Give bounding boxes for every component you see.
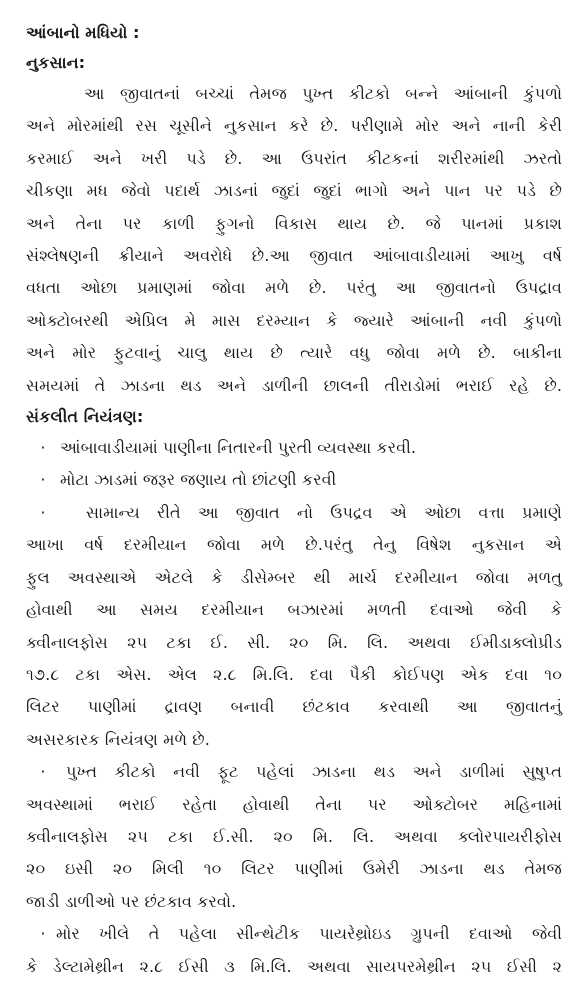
list-item	[26, 756, 562, 918]
paragraph-line: સમયમાં તે ઝાડના થડ અને ડાળીની છાલની તીરાડોમાં ભરાઈ રહે છે.	[26, 375, 562, 395]
bullet-dot: ·	[40, 470, 46, 490]
list-item	[26, 432, 562, 464]
paragraph-line: ચીકણા મધ જેવો પદાર્થ ઝાડનાં જુદાં જુદાં ભાગો અને પાન પર પડે છે	[26, 181, 562, 201]
paragraph-line: અને મોરમાંથી રસ ચૂસીને નુકસાન કરે છે. પરીણામે મોર અને નાની કેરી	[26, 116, 562, 136]
list-item-line: ૧૭.૮ ટકા એસ. એલ ૨.૮ મિ.લિ. દવા પૈકી કોઈપણ એક દવા ૧૦	[26, 664, 562, 684]
list-item-line: પુખ્ત કીટકો નવી ફૂટ પહેલાં ઝાડના થડ અને ડાળીમાં સુષુપ્ત	[66, 762, 562, 782]
paragraph-line: વધતા ઓછા પ્રમાણમાં જોવા મળે છે. પરંતુ આ જીવાતનો ઉપદ્રાવ	[26, 278, 562, 298]
loss-heading: નુકસાન:	[26, 53, 86, 72]
paragraph-line: ઓક્ટોબરથી એપ્રિલ મે માસ દરમ્યાન કે જ્યારે આંબાની નવી કુંપળો	[26, 310, 562, 330]
list-item-line: જાડી ડાળીઓ પર છંટકાવ કરવો.	[26, 891, 237, 911]
list-item-line: સામાન્ય રીતે આ જીવાત નો ઉપદ્રવ એ ઓછા વત્તા પ્રમાણે	[86, 502, 562, 522]
list-item	[26, 497, 562, 756]
bullet-dot: ·	[40, 924, 46, 944]
paragraph-line: કરમાઈ અને ખરી પડે છે. આ ઉપરાંત કીટકનાં શરીરમાંથી ઝરતો	[26, 148, 562, 168]
list-item-line: લિટર પાણીમાં દ્રાવણ બનાવી છંટકાવ કરવાથી આ જીવાતનું	[26, 697, 562, 717]
loss-paragraph	[26, 78, 562, 402]
bullet-dot: ·	[40, 502, 46, 522]
list-item-text: આંબાવાડીયામાં પાણીના નિતારની પુરતી વ્યવસ્થા કરવી.	[60, 438, 417, 458]
list-item-line: ક્વીનાલફોસ ૨૫ ટકા ઈ. સી. ૨૦ મિ. લિ. અથવા ઈમીડાક્લોપ્રીડ	[26, 632, 562, 652]
list-item-line: અસરકારક નિયંત્રણ મળે છે.	[26, 729, 210, 749]
list-item-line: ક્વીનાલફોસ ૨૫ ટકા ઈ.સી. ૨૦ મિ. લિ. અથવા ક્લોરપાયરીફોસ	[26, 826, 562, 846]
list-item	[26, 464, 562, 496]
list-item-line: ફુલ અવસ્થાએ એટલે કે ડીસેમ્બર થી માર્ચ દરમીયાન જોવા મળતુ	[26, 567, 562, 587]
list-item-text: મોટા ઝાડમાં જરૂર જણાય તો છાંટણી કરવી	[60, 470, 337, 490]
paragraph-line: અને તેના પર કાળી ફુગનો વિકાસ થાય છે. જે પાનમાં પ્રકાશ	[26, 213, 562, 233]
bullet-dot: ·	[40, 438, 46, 458]
bullet-dot: ·	[40, 762, 46, 782]
list-item-line: હોવાથી આ સમય દરમીયાન બઝારમાં મળતી દવાઓ જેવી કે	[26, 600, 562, 620]
list-item-line: ૨૦ ઇસી ૨૦ મિલી ૧૦ લિટર પાણીમાં ઉમેરી ઝાડના થડ તેમજ	[26, 859, 562, 879]
control-list	[26, 432, 562, 983]
control-heading: સંકલીત નિયંત્રણ:	[26, 407, 144, 427]
paragraph-line: આ જીવાતનાં બચ્ચાં તેમજ પુખ્ત કીટકો બન્ને આંબાની કુંપળો	[84, 84, 562, 103]
list-item-line: મોર ખીલે તે પહેલા સીન્થેટીક પાયરેથ્રોઇડ ગ્રુપની દવાઓ જેવી	[56, 924, 562, 944]
list-item-line: કે ડેલ્ટામેથ્રીન ૨.૮ ઈસી ૩ મિ.લિ. અથવા સાયપરમેથ્રીન ૨૫ ઈસી ૨	[26, 956, 562, 976]
page-title: આંબાનો મધિયો :	[26, 23, 140, 42]
paragraph-line: અને મોર ફુટવાનું ચાલુ થાય છે ત્યારે વધુ જોવા મળે છે. બાકીના	[26, 343, 562, 363]
list-item-line: અવસ્થામાં ભરાઈ રહેતા હોવાથી તેના પર ઓક્ટોબર મહિનામાં	[26, 794, 562, 814]
list-item-line: આખા વર્ષ દરમીયાન જોવા મળે છે.પરંતુ તેનુ વિષેશ નુકસાન એ	[26, 535, 562, 555]
list-item	[26, 918, 562, 983]
paragraph-line: સંશ્લેષણની ક્રીયાને અવરોધે છે.આ જીવાત આંબાવાડીયામાં આખુ વર્ષ	[26, 246, 562, 266]
